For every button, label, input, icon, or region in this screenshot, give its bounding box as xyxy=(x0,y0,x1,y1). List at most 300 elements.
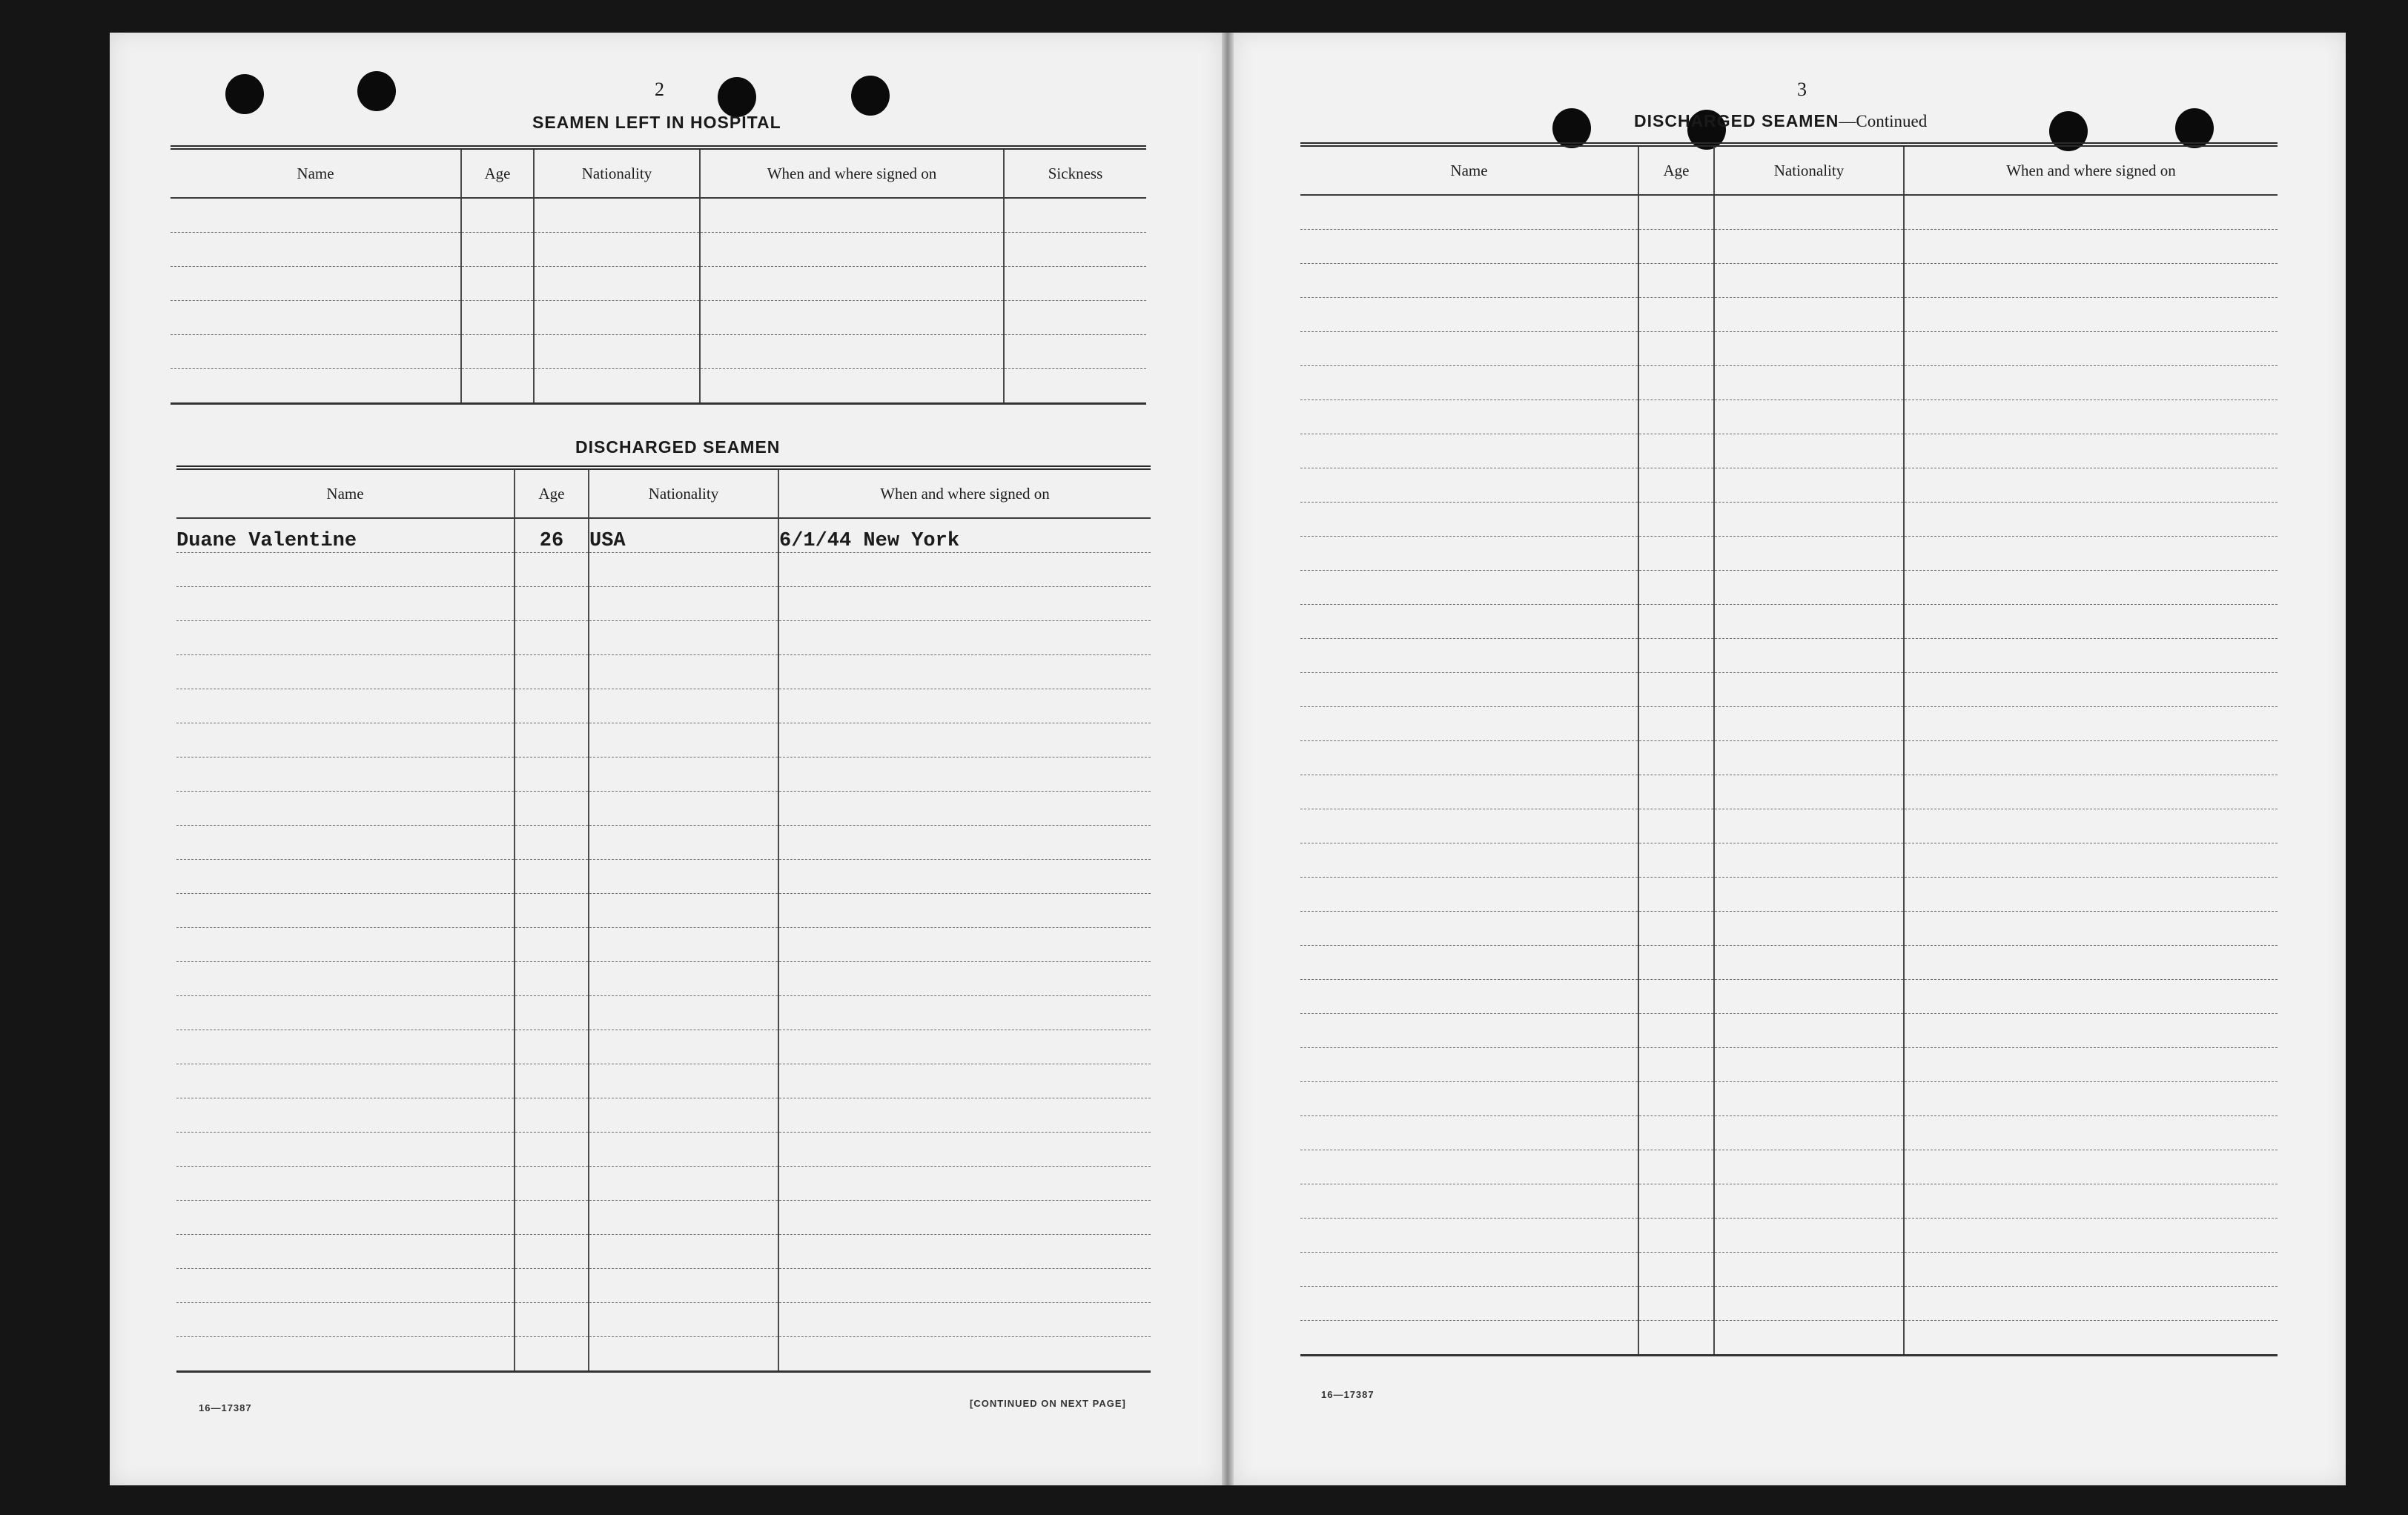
punch-hole xyxy=(357,71,396,111)
blank-cell xyxy=(1714,1253,1904,1287)
blank-cell xyxy=(1714,298,1904,332)
blank-cell xyxy=(1904,298,2278,332)
blank-cell xyxy=(778,553,1151,587)
blank-cell xyxy=(1904,1150,2278,1184)
blank-cell xyxy=(1904,605,2278,639)
table-row xyxy=(1300,741,2278,775)
table-row xyxy=(176,723,1151,758)
blank-cell xyxy=(1714,1048,1904,1082)
blank-cell xyxy=(589,1201,778,1235)
hospital-table-body xyxy=(171,198,1146,404)
table-row xyxy=(1300,1219,2278,1253)
blank-cell xyxy=(1300,1253,1638,1287)
column-header-age: Age xyxy=(461,147,534,198)
blank-cell xyxy=(1904,537,2278,571)
blank-cell xyxy=(515,962,589,996)
blank-cell xyxy=(1300,878,1638,912)
blank-cell xyxy=(1638,1014,1714,1048)
blank-cell xyxy=(1714,1184,1904,1219)
blank-cell xyxy=(778,1064,1151,1098)
table-row xyxy=(1300,298,2278,332)
blank-cell xyxy=(515,553,589,587)
blank-cell xyxy=(778,860,1151,894)
blank-cell xyxy=(461,267,534,301)
table-row xyxy=(176,996,1151,1030)
blank-cell xyxy=(589,1030,778,1064)
table-row xyxy=(1300,195,2278,230)
blank-cell xyxy=(1714,1116,1904,1150)
blank-cell xyxy=(1638,707,1714,741)
blank-cell xyxy=(1714,468,1904,503)
blank-cell xyxy=(1300,775,1638,809)
blank-cell xyxy=(171,335,461,369)
blank-cell xyxy=(1714,980,1904,1014)
table-row xyxy=(176,1030,1151,1064)
blank-cell xyxy=(778,587,1151,621)
discharged-continued-title xyxy=(1634,111,1927,131)
title-main: DISCHARGED SEAMEN xyxy=(1634,111,1839,130)
blank-cell xyxy=(1904,639,2278,673)
blank-cell xyxy=(515,1201,589,1235)
table-row xyxy=(176,758,1151,792)
blank-cell xyxy=(1714,366,1904,400)
blank-cell xyxy=(534,335,700,369)
blank-cell xyxy=(1638,946,1714,980)
entry-when-where: 6/1/44 New York xyxy=(778,518,1151,553)
blank-cell xyxy=(589,621,778,655)
table-header-row xyxy=(176,468,1151,518)
blank-cell xyxy=(1904,843,2278,878)
blank-cell xyxy=(1300,264,1638,298)
blank-cell xyxy=(1904,1184,2278,1219)
blank-cell xyxy=(1714,264,1904,298)
blank-cell xyxy=(1714,230,1904,264)
blank-cell xyxy=(1638,1048,1714,1082)
table-row xyxy=(176,689,1151,723)
blank-cell xyxy=(1300,434,1638,468)
blank-cell xyxy=(1300,468,1638,503)
blank-cell xyxy=(461,369,534,404)
blank-cell xyxy=(1904,775,2278,809)
blank-cell xyxy=(1638,1184,1714,1219)
blank-cell xyxy=(176,860,515,894)
blank-cell xyxy=(1004,335,1146,369)
blank-cell xyxy=(778,1269,1151,1303)
blank-cell xyxy=(1714,1014,1904,1048)
table-row xyxy=(176,1337,1151,1372)
blank-cell xyxy=(1904,1321,2278,1356)
blank-cell xyxy=(1714,195,1904,230)
right-page xyxy=(1234,33,2346,1485)
blank-cell xyxy=(534,233,700,267)
entry-name: Duane Valentine xyxy=(176,518,515,553)
table-row xyxy=(171,198,1146,233)
blank-cell xyxy=(1300,1014,1638,1048)
blank-cell xyxy=(700,301,1004,335)
book-spine xyxy=(1222,33,1234,1485)
blank-cell xyxy=(176,621,515,655)
blank-cell xyxy=(515,792,589,826)
table-row xyxy=(1300,366,2278,400)
blank-cell xyxy=(461,198,534,233)
blank-cell xyxy=(515,587,589,621)
blank-cell xyxy=(1638,1082,1714,1116)
blank-cell xyxy=(1904,809,2278,843)
blank-cell xyxy=(515,860,589,894)
blank-cell xyxy=(1300,1082,1638,1116)
blank-cell xyxy=(700,335,1004,369)
blank-cell xyxy=(176,758,515,792)
blank-cell xyxy=(1638,230,1714,264)
blank-cell xyxy=(1300,332,1638,366)
discharged-section-title: DISCHARGED SEAMEN xyxy=(575,437,781,457)
punch-hole xyxy=(851,76,890,116)
blank-cell xyxy=(778,758,1151,792)
blank-cell xyxy=(589,689,778,723)
blank-cell xyxy=(176,1064,515,1098)
blank-cell xyxy=(176,1133,515,1167)
table-row xyxy=(1300,843,2278,878)
blank-cell xyxy=(1300,1219,1638,1253)
blank-cell xyxy=(176,587,515,621)
blank-cell xyxy=(778,1167,1151,1201)
blank-cell xyxy=(1904,332,2278,366)
blank-cell xyxy=(700,369,1004,404)
blank-cell xyxy=(589,1235,778,1269)
table-row xyxy=(176,1201,1151,1235)
table-row xyxy=(1300,468,2278,503)
discharged-table-body xyxy=(176,518,1151,1372)
blank-cell xyxy=(778,962,1151,996)
table-row xyxy=(176,621,1151,655)
table-row xyxy=(1300,707,2278,741)
blank-cell xyxy=(778,1303,1151,1337)
blank-cell xyxy=(1638,298,1714,332)
blank-cell xyxy=(1638,264,1714,298)
blank-cell xyxy=(1638,980,1714,1014)
table-row xyxy=(171,369,1146,404)
blank-cell xyxy=(589,758,778,792)
table-row xyxy=(1300,775,2278,809)
blank-cell xyxy=(1714,537,1904,571)
blank-cell xyxy=(1638,1253,1714,1287)
continued-note: [CONTINUED ON NEXT PAGE] xyxy=(970,1398,1126,1409)
hospital-section-title: SEAMEN LEFT IN HOSPITAL xyxy=(532,113,781,132)
blank-cell xyxy=(515,996,589,1030)
blank-cell xyxy=(778,689,1151,723)
blank-cell xyxy=(176,655,515,689)
blank-cell xyxy=(778,894,1151,928)
column-header-nationality: Nationality xyxy=(1714,145,1904,195)
blank-cell xyxy=(1638,605,1714,639)
blank-cell xyxy=(1714,605,1904,639)
blank-cell xyxy=(589,826,778,860)
blank-cell xyxy=(1300,400,1638,434)
page-number: 3 xyxy=(1797,79,1807,100)
blank-cell xyxy=(1714,332,1904,366)
blank-cell xyxy=(700,198,1004,233)
blank-cell xyxy=(1904,707,2278,741)
blank-cell xyxy=(1904,400,2278,434)
blank-cell xyxy=(1904,1014,2278,1048)
blank-cell xyxy=(1904,1287,2278,1321)
blank-cell xyxy=(1300,605,1638,639)
blank-cell xyxy=(778,826,1151,860)
blank-cell xyxy=(1904,366,2278,400)
blank-cell xyxy=(1638,1287,1714,1321)
blank-cell xyxy=(1300,673,1638,707)
blank-cell xyxy=(1300,1048,1638,1082)
table-row xyxy=(1300,673,2278,707)
blank-cell xyxy=(176,553,515,587)
entry-age: 26 xyxy=(515,518,589,553)
blank-cell xyxy=(1638,434,1714,468)
blank-cell xyxy=(1300,298,1638,332)
table-row xyxy=(1300,1082,2278,1116)
blank-cell xyxy=(778,1235,1151,1269)
blank-cell xyxy=(589,1064,778,1098)
blank-cell xyxy=(1638,400,1714,434)
punch-hole xyxy=(225,74,264,114)
blank-cell xyxy=(1638,639,1714,673)
blank-cell xyxy=(176,1098,515,1133)
table-row xyxy=(1300,264,2278,298)
blank-cell xyxy=(589,723,778,758)
blank-cell xyxy=(515,655,589,689)
blank-cell xyxy=(515,894,589,928)
blank-cell xyxy=(1638,195,1714,230)
hospital-table xyxy=(171,145,1146,405)
table-row xyxy=(1300,1287,2278,1321)
table-row xyxy=(176,962,1151,996)
blank-cell xyxy=(515,1167,589,1201)
blank-cell xyxy=(1904,673,2278,707)
blank-cell xyxy=(1300,1116,1638,1150)
blank-cell xyxy=(1300,707,1638,741)
blank-cell xyxy=(515,1337,589,1372)
discharged-table xyxy=(176,465,1151,1373)
table-row xyxy=(171,301,1146,335)
blank-cell xyxy=(778,1098,1151,1133)
table-row xyxy=(176,928,1151,962)
table-row xyxy=(1300,571,2278,605)
blank-cell xyxy=(461,301,534,335)
column-header-when-where: When and where signed on xyxy=(1904,145,2278,195)
table-row xyxy=(1300,980,2278,1014)
blank-cell xyxy=(1638,912,1714,946)
blank-cell xyxy=(700,267,1004,301)
blank-cell xyxy=(1904,264,2278,298)
column-header-name: Name xyxy=(171,147,461,198)
blank-cell xyxy=(176,826,515,860)
blank-cell xyxy=(1300,537,1638,571)
blank-cell xyxy=(589,894,778,928)
blank-cell xyxy=(1714,400,1904,434)
blank-cell xyxy=(515,689,589,723)
blank-cell xyxy=(1300,366,1638,400)
blank-cell xyxy=(589,655,778,689)
column-header-sickness: Sickness xyxy=(1004,147,1146,198)
column-header-name: Name xyxy=(176,468,515,518)
table-row xyxy=(176,1303,1151,1337)
blank-cell xyxy=(515,1235,589,1269)
blank-cell xyxy=(171,233,461,267)
table-row xyxy=(176,826,1151,860)
blank-cell xyxy=(1714,434,1904,468)
blank-cell xyxy=(1904,195,2278,230)
blank-cell xyxy=(778,723,1151,758)
column-header-when-where: When and where signed on xyxy=(778,468,1151,518)
blank-cell xyxy=(176,1235,515,1269)
form-number: 16—17387 xyxy=(199,1402,252,1413)
blank-cell xyxy=(1638,503,1714,537)
blank-cell xyxy=(1638,1116,1714,1150)
blank-cell xyxy=(1638,1150,1714,1184)
table-row xyxy=(176,792,1151,826)
blank-cell xyxy=(1638,571,1714,605)
blank-cell xyxy=(1300,843,1638,878)
table-row xyxy=(176,587,1151,621)
blank-cell xyxy=(176,1337,515,1372)
blank-cell xyxy=(534,267,700,301)
title-suffix: —Continued xyxy=(1839,112,1928,130)
blank-cell xyxy=(515,1098,589,1133)
blank-cell xyxy=(1714,912,1904,946)
blank-cell xyxy=(1300,1321,1638,1356)
table-row xyxy=(1300,1321,2278,1356)
table-row xyxy=(1300,434,2278,468)
blank-cell xyxy=(1300,230,1638,264)
blank-cell xyxy=(1904,1116,2278,1150)
blank-cell xyxy=(1638,332,1714,366)
discharged-continued-table-body xyxy=(1300,195,2278,1356)
blank-cell xyxy=(1904,946,2278,980)
table-row xyxy=(1300,1116,2278,1150)
blank-cell xyxy=(1714,843,1904,878)
blank-cell xyxy=(176,1269,515,1303)
blank-cell xyxy=(778,1133,1151,1167)
blank-cell xyxy=(176,1201,515,1235)
blank-cell xyxy=(589,1337,778,1372)
table-row xyxy=(176,1167,1151,1201)
column-header-age: Age xyxy=(1638,145,1714,195)
blank-cell xyxy=(1300,571,1638,605)
blank-cell xyxy=(171,267,461,301)
blank-cell xyxy=(589,996,778,1030)
discharged-continued-table xyxy=(1300,142,2278,1356)
blank-cell xyxy=(1714,1287,1904,1321)
blank-cell xyxy=(1714,1219,1904,1253)
blank-cell xyxy=(515,621,589,655)
column-header-nationality: Nationality xyxy=(589,468,778,518)
blank-cell xyxy=(1638,741,1714,775)
blank-cell xyxy=(515,928,589,962)
blank-cell xyxy=(176,689,515,723)
blank-cell xyxy=(589,1098,778,1133)
blank-cell xyxy=(1300,809,1638,843)
left-page xyxy=(110,33,1222,1485)
column-header-nationality: Nationality xyxy=(534,147,700,198)
table-row xyxy=(1300,537,2278,571)
column-header-name: Name xyxy=(1300,145,1638,195)
blank-cell xyxy=(171,301,461,335)
blank-cell xyxy=(1904,878,2278,912)
blank-cell xyxy=(515,723,589,758)
blank-cell xyxy=(1714,1321,1904,1356)
blank-cell xyxy=(176,723,515,758)
blank-cell xyxy=(1904,434,2278,468)
table-row xyxy=(1300,1048,2278,1082)
blank-cell xyxy=(1300,741,1638,775)
blank-cell xyxy=(176,1303,515,1337)
blank-cell xyxy=(778,655,1151,689)
blank-cell xyxy=(461,233,534,267)
table-header-row xyxy=(171,147,1146,198)
table-row xyxy=(1300,809,2278,843)
table-row xyxy=(176,1269,1151,1303)
table-row xyxy=(1300,605,2278,639)
blank-cell xyxy=(176,1167,515,1201)
blank-cell xyxy=(589,587,778,621)
blank-cell xyxy=(1714,503,1904,537)
blank-cell xyxy=(171,369,461,404)
blank-cell xyxy=(176,792,515,826)
blank-cell xyxy=(778,792,1151,826)
table-row xyxy=(1300,1150,2278,1184)
blank-cell xyxy=(1638,1321,1714,1356)
blank-cell xyxy=(1714,878,1904,912)
blank-cell xyxy=(700,233,1004,267)
blank-cell xyxy=(589,553,778,587)
table-row xyxy=(1300,912,2278,946)
blank-cell xyxy=(1300,639,1638,673)
blank-cell xyxy=(1714,1150,1904,1184)
blank-cell xyxy=(1714,741,1904,775)
blank-cell xyxy=(778,1201,1151,1235)
blank-cell xyxy=(1714,809,1904,843)
table-row xyxy=(171,233,1146,267)
table-row xyxy=(176,1098,1151,1133)
blank-cell xyxy=(1004,267,1146,301)
blank-cell xyxy=(1300,946,1638,980)
blank-cell xyxy=(1300,503,1638,537)
table-row xyxy=(176,1064,1151,1098)
blank-cell xyxy=(589,1303,778,1337)
blank-cell xyxy=(1300,1184,1638,1219)
table-row xyxy=(176,860,1151,894)
blank-cell xyxy=(1638,775,1714,809)
blank-cell xyxy=(176,996,515,1030)
blank-cell xyxy=(1904,571,2278,605)
table-row xyxy=(1300,332,2278,366)
blank-cell xyxy=(1714,673,1904,707)
blank-cell xyxy=(1714,946,1904,980)
blank-cell xyxy=(1714,707,1904,741)
blank-cell xyxy=(1714,571,1904,605)
blank-cell xyxy=(1904,912,2278,946)
blank-cell xyxy=(515,1303,589,1337)
table-row xyxy=(1300,1253,2278,1287)
punch-hole xyxy=(718,77,756,117)
blank-cell xyxy=(1004,198,1146,233)
blank-cell xyxy=(534,301,700,335)
blank-cell xyxy=(1714,775,1904,809)
blank-cell xyxy=(1904,741,2278,775)
table-row xyxy=(171,335,1146,369)
table-row xyxy=(176,1235,1151,1269)
table-row xyxy=(176,553,1151,587)
table-row xyxy=(1300,1184,2278,1219)
